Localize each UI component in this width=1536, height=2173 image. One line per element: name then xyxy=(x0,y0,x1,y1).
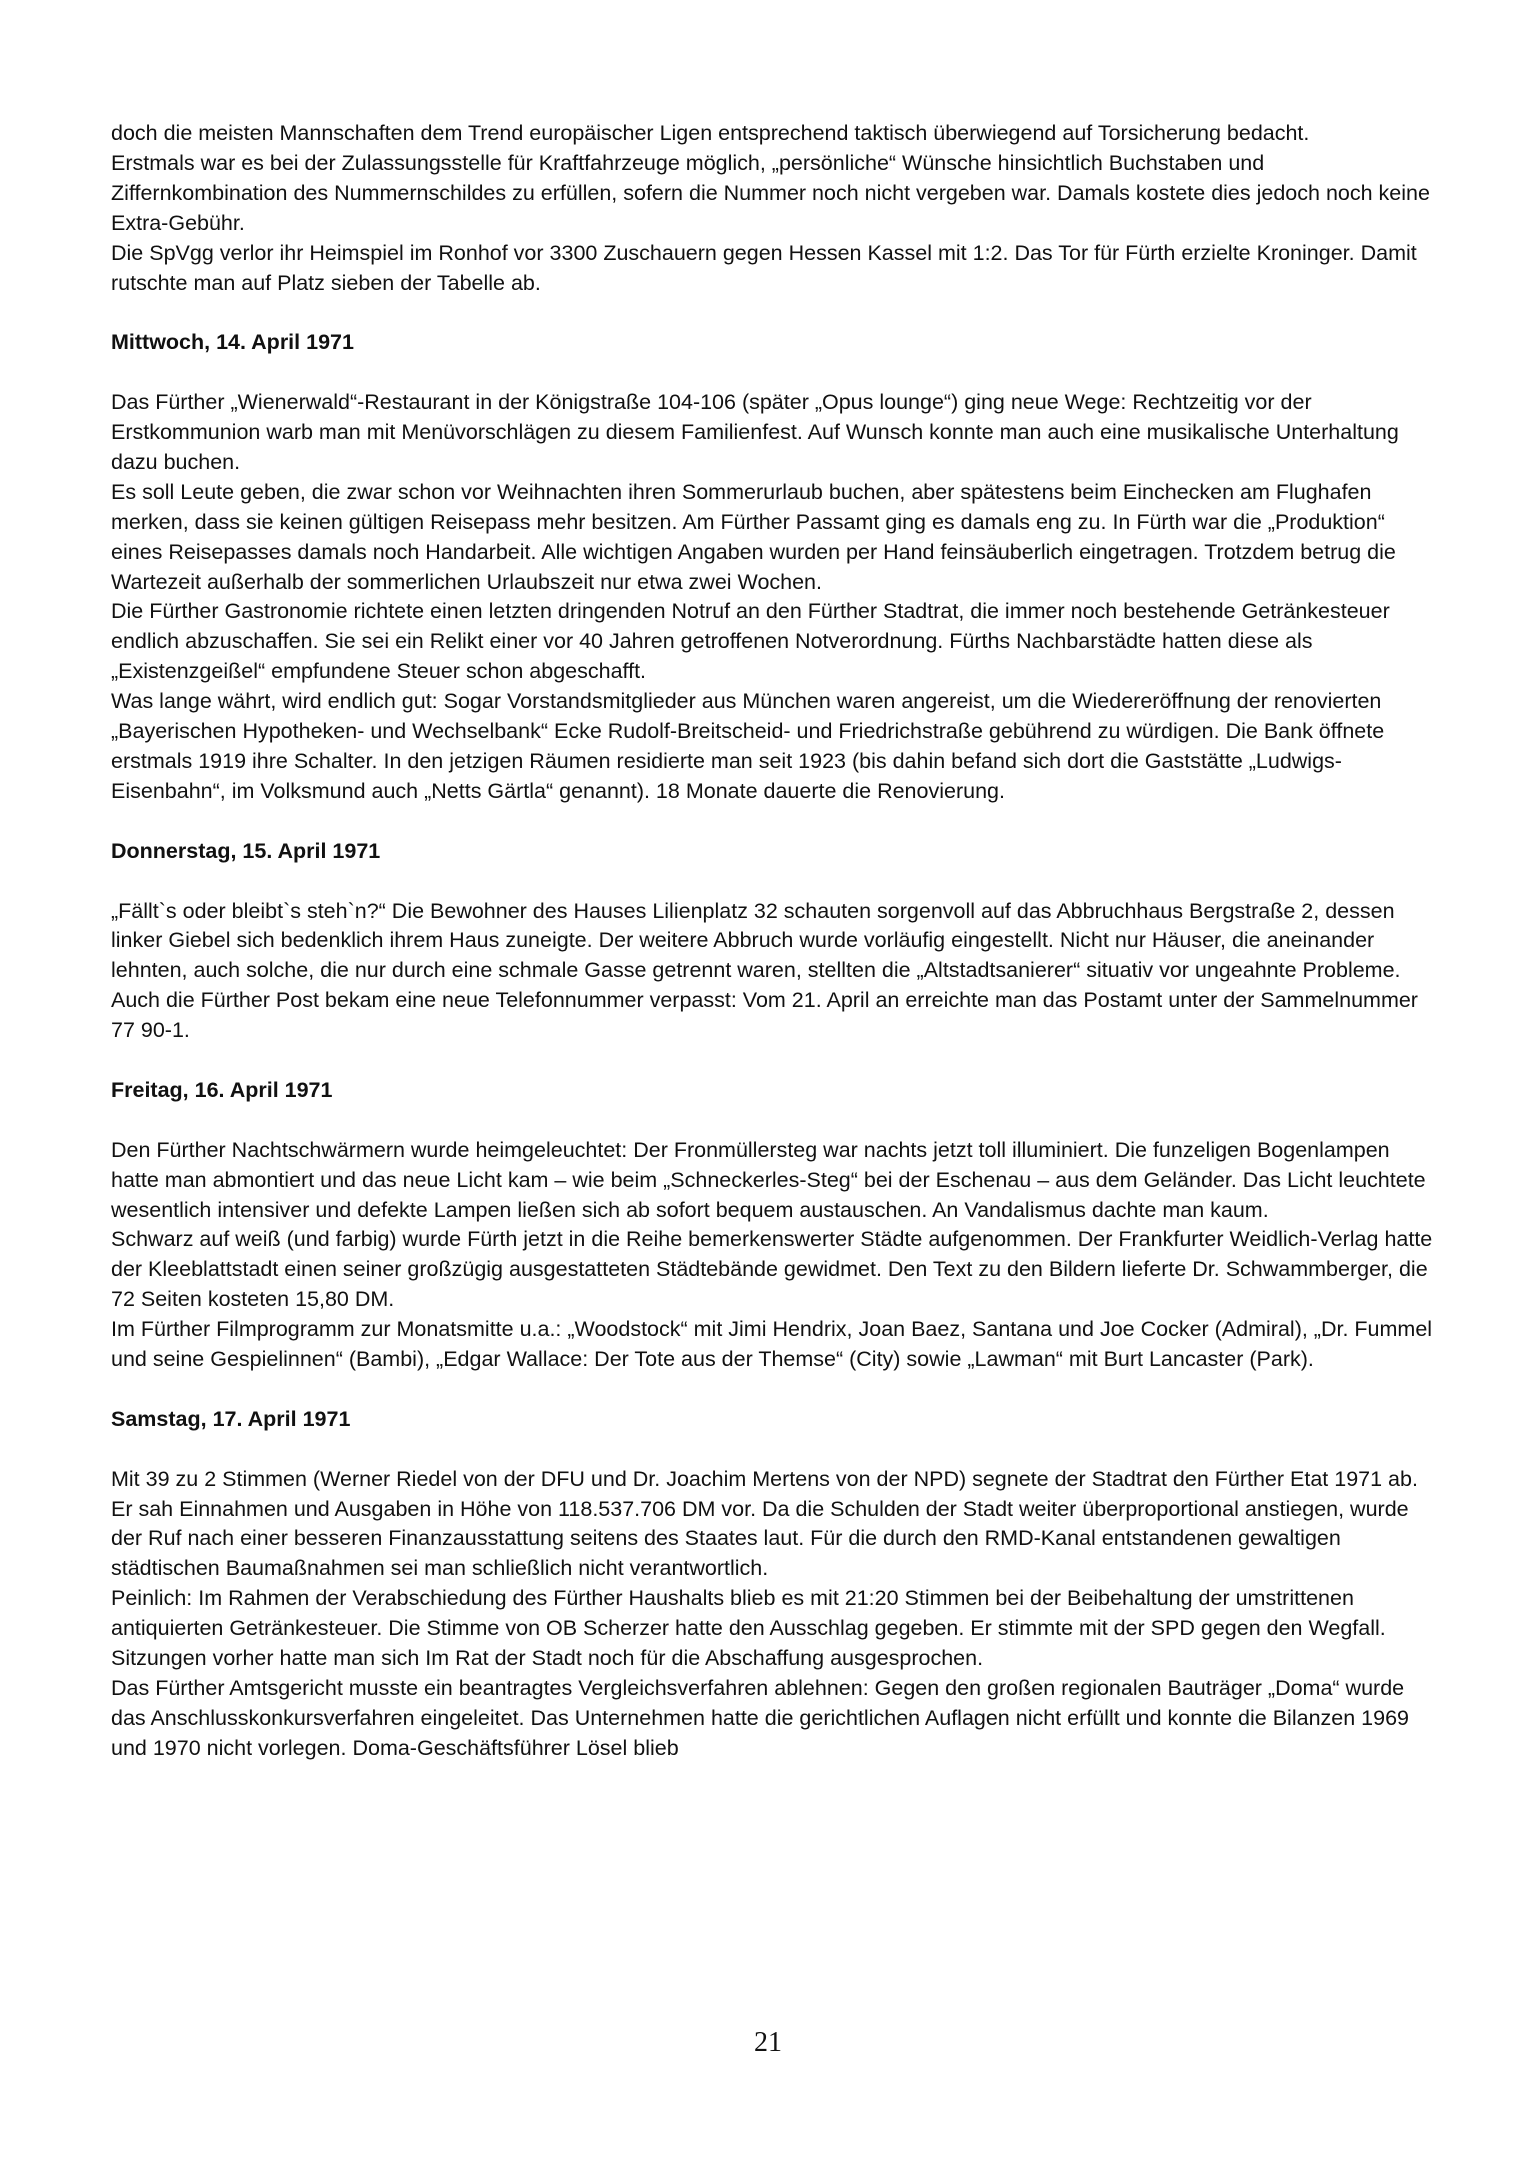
section-saturday xyxy=(111,1405,1441,1764)
paragraph: Das Fürther Amtsgericht musste ein beantragtes Vergleichsverfahren ablehnen: Gegen den großen regionalen Bauträger „Doma“ wurde das Anschlusskonkursverfahren eingeleitet. Das Unternehmen hatte die gerichtlichen Auflagen nicht erfüllt und konnte die Bilanzen 1969 und 1970 nicht vorlegen. Doma-Geschäftsführer Lösel blieb xyxy=(111,1676,1409,1760)
document-body xyxy=(111,119,1441,1764)
paragraph: Im Fürther Filmprogramm zur Monatsmitte u.a.: „Woodstock“ mit Jimi Hendrix, Joan Baez, Santana und Joe Cocker (Admiral), „Dr. Fummel und seine Gespielinnen“ (Bambi), „Edgar Wallace: Der Tote aus der Themse“ (City) sowie „Lawman“ mit Burt Lancaster (Park). xyxy=(111,1317,1433,1372)
paragraph: Erstmals war es bei der Zulassungsstelle für Kraftfahrzeuge möglich, „persönliche“ Wünsche hinsichtlich Buchstaben und Ziffernkombination des Nummernschildes zu erfüllen, sofern die Nummer noch nicht vergeben war. Damals kostete dies jedoch noch keine Extra-Gebühr. xyxy=(111,150,1430,235)
section-heading: Donnerstag, 15. April 1971 xyxy=(111,838,381,863)
section-wednesday xyxy=(111,328,1441,806)
paragraph: Die SpVgg verlor ihr Heimspiel im Ronhof vor 3300 Zuschauern gegen Hessen Kassel mit 1:2. Das Tor für Fürth erzielte Kroninger. Damit rutschte man auf Platz sieben der Tabelle ab. xyxy=(111,240,1417,295)
section-friday xyxy=(111,1076,1441,1375)
paragraph: Mit 39 zu 2 Stimmen (Werner Riedel von der DFU und Dr. Joachim Mertens von der NPD) segnete der Stadtrat den Fürther Etat 1971 ab. Er sah Einnahmen und Ausgaben in Höhe von 118.537.706 DM vor. Da die Schulden der Stadt weiter überproportional anstiegen, wurde der Ruf nach einer besseren Finanzausstattung seitens des Staates laut. Für die durch den RMD-Kanal entstandenen gewaltigen städtischen Baumaßnahmen sei man schließlich nicht verantwortlich. xyxy=(111,1466,1418,1581)
paragraph: doch die meisten Mannschaften dem Trend europäischer Ligen entsprechend taktisch überwiegend auf Torsicherung bedacht. xyxy=(111,121,1310,145)
section-heading: Samstag, 17. April 1971 xyxy=(111,1406,351,1431)
paragraph: Was lange währt, wird endlich gut: Sogar Vorstandsmitglieder aus München waren angereist, um die Wiedereröffnung der renovierten „Bayerischen Hypotheken- und Wechselbank“ Ecke Rudolf-Breitscheid- und Friedrichstraße gebührend zu würdigen. Die Bank öffnete erstmals 1919 ihre Schalter. In den jetzigen Räumen residierte man seit 1923 (bis dahin befand sich dort die Gaststätte „Ludwigs-Eisenbahn“, im Volksmund auch „Netts Gärtla“ genannt). 18 Monate dauerte die Renovierung. xyxy=(111,689,1385,803)
paragraph: Peinlich: Im Rahmen der Verabschiedung des Fürther Haushalts blieb es mit 21:20 Stimmen bei der Beibehaltung der umstrittenen antiquierten Getränkesteuer. Die Stimme von OB Scherzer hatte den Ausschlag gegeben. Er stimmte mit der SPD gegen den Wegfall. Sitzungen vorher hatte man sich Im Rat der Stadt noch für die Abschaffung ausgesprochen. xyxy=(111,1586,1386,1671)
section-heading: Freitag, 16. April 1971 xyxy=(111,1077,333,1102)
paragraph: Schwarz auf weiß (und farbig) wurde Fürth jetzt in die Reihe bemerkenswerter Städte aufgenommen. Der Frankfurter Weidlich-Verlag hatte der Kleeblattstadt einen seiner großzügig ausgestatteten Städtebände gewidmet. Den Text zu den Bildern lieferte Dr. Schwammberger, die 72 Seiten kosteten 15,80 DM. xyxy=(111,1227,1433,1312)
page-number: 21 xyxy=(754,2027,782,2058)
paragraph: Es soll Leute geben, die zwar schon vor Weihnachten ihren Sommerurlaub buchen, aber spätestens beim Einchecken am Flughafen merken, dass sie keinen gültigen Reisepass mehr besitzen. Am Fürther Passamt ging es damals eng zu. In Fürth war die „Produktion“ eines Reisepasses damals noch Handarbeit. Alle wichtigen Angaben wurden per Hand feinsäuberlich eingetragen. Trotzdem betrug die Wartezeit außerhalb der sommerlichen Urlaubszeit nur etwa zwei Wochen. xyxy=(111,479,1396,594)
intro-block xyxy=(111,119,1441,298)
section-thursday xyxy=(111,837,1441,1046)
paragraph: Den Fürther Nachtschwärmern wurde heimgeleuchtet: Der Fronmüllersteg war nachts jetzt toll illuminiert. Die funzeligen Bogenlampen hatte man abmontiert und das neue Licht kam – wie beim „Schneckerles-Steg“ bei der Eschenau – aus dem Geländer. Das Licht leuchtete wesentlich intensiver und defekte Lampen ließen sich ab sofort bequem austauschen. An Vandalismus dachte man kaum. xyxy=(111,1137,1426,1222)
paragraph: Die Fürther Gastronomie richtete einen letzten dringenden Notruf an den Fürther Stadtrat, die immer noch bestehende Getränkesteuer endlich abzuschaffen. Sie sei ein Relikt einer vor 40 Jahren getroffenen Notverordnung. Fürths Nachbarstädte hatten diese als „Existenzgeißel“ empfundene Steuer schon abgeschafft. xyxy=(111,599,1390,684)
paragraph: Das Fürther „Wienerwald“-Restaurant in der Königstraße 104-106 (später „Opus lounge“) ging neue Wege: Rechtzeitig vor der Erstkommunion warb man mit Menüvorschlägen zu diesem Familienfest. Auf Wunsch konnte man auch eine musikalische Unterhaltung dazu buchen. xyxy=(111,390,1399,474)
paragraph: „Fällt`s oder bleibt`s steh`n?“ Die Bewohner des Hauses Lilienplatz 32 schauten sorgenvoll auf das Abbruchhaus Bergstraße 2, dessen linker Giebel sich bedenklich ihrem Haus zuneigte. Der weitere Abbruch wurde vorläufig eingestellt. Nicht nur Häuser, die aneinander lehnten, auch solche, die nur durch eine schmale Gasse getrennt waren, stellten die „Altstadtsanierer“ situativ vor ungeahnte Probleme. xyxy=(111,898,1401,983)
paragraph: Auch die Fürther Post bekam eine neue Telefonnummer verpasst: Vom 21. April an erreichte man das Postamt unter der Sammelnummer 77 90-1. xyxy=(111,988,1418,1043)
section-heading: Mittwoch, 14. April 1971 xyxy=(111,330,354,355)
